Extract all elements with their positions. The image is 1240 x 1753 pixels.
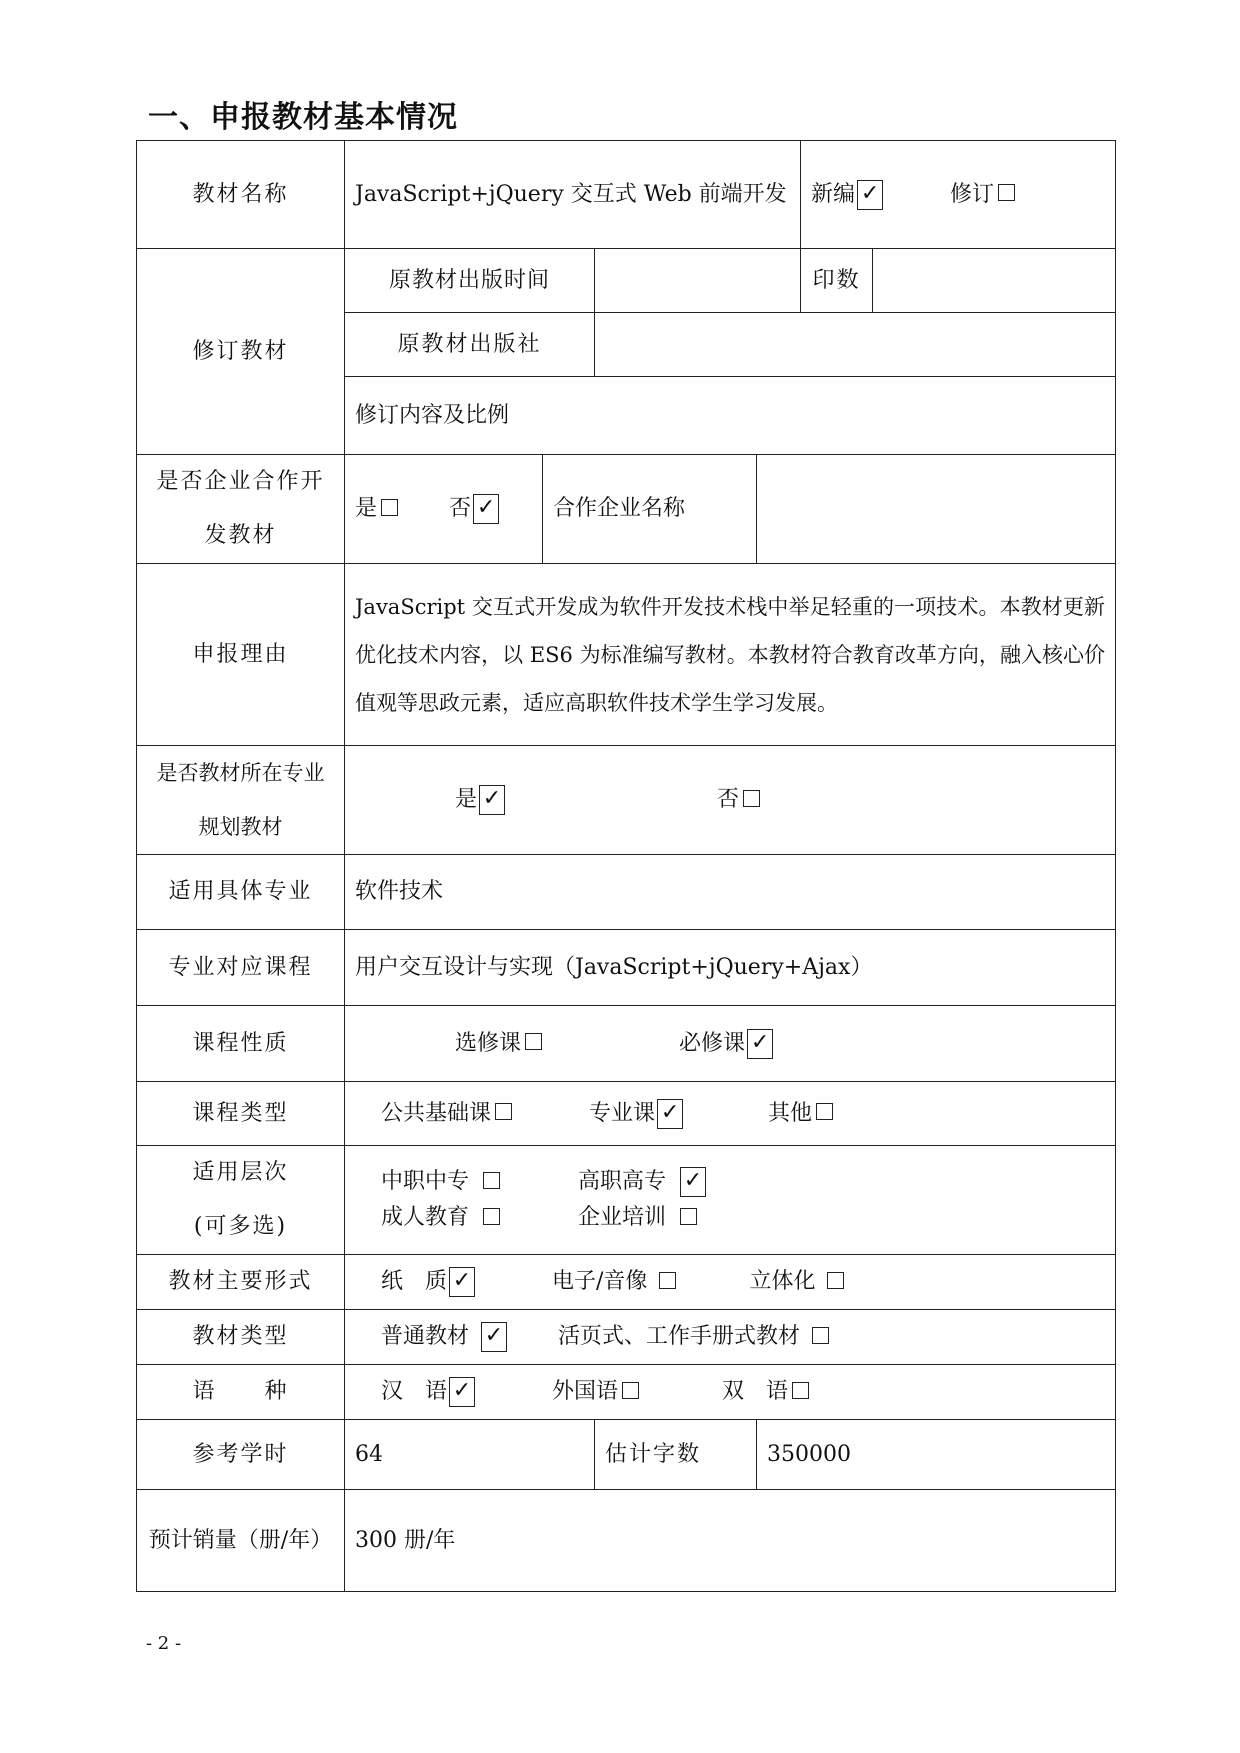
option-higher[interactable]: 高职高专 ✓ — [578, 1164, 706, 1200]
row-reason — [137, 564, 1116, 746]
row-book-type — [137, 1310, 1116, 1365]
option-chinese[interactable]: 汉 语 ✓ — [381, 1365, 475, 1419]
label-company: 合作企业名称 — [543, 455, 757, 564]
label-reason: 申报理由 — [137, 564, 345, 746]
option-secondary[interactable]: 中职中专 — [381, 1164, 551, 1200]
option-professional[interactable]: 专业课 ✓ — [589, 1087, 683, 1141]
label-hours: 参考学时 — [137, 1420, 345, 1490]
option-required[interactable]: 必修课 ✓ — [679, 1017, 773, 1071]
option-plan-yes[interactable]: 是 ✓ — [455, 773, 505, 827]
checked-box-professional[interactable]: ✓ — [657, 1099, 683, 1129]
checkbox-coop-yes[interactable] — [381, 499, 398, 516]
checkbox-public[interactable] — [495, 1103, 512, 1120]
checkbox-plan-no[interactable] — [743, 790, 760, 807]
checkbox-loose[interactable] — [812, 1327, 829, 1344]
checkbox-electronic[interactable] — [659, 1272, 676, 1289]
option-paper[interactable]: 纸 质 ✓ — [381, 1255, 475, 1309]
checkbox-elective[interactable] — [525, 1033, 542, 1050]
label-word-count: 估计字数 — [595, 1420, 757, 1490]
option-electronic[interactable]: 电子/音像 — [552, 1255, 676, 1309]
checkbox-enterprise[interactable] — [680, 1208, 697, 1225]
revise-content-label: 修订内容及比例 — [345, 377, 1116, 455]
checked-box-coop-no[interactable]: ✓ — [473, 494, 499, 524]
print-count-value[interactable] — [873, 249, 1116, 313]
application-form-table — [136, 140, 1116, 1592]
option-normal[interactable]: 普通教材 ✓ — [381, 1310, 507, 1364]
row-textbook-name — [137, 141, 1116, 249]
option-other[interactable]: 其他 — [768, 1087, 833, 1141]
checked-box-new[interactable]: ✓ — [857, 180, 883, 210]
option-enterprise[interactable]: 企业培训 — [578, 1200, 697, 1236]
label-language: 语 种 — [137, 1365, 345, 1420]
label-plan: 是否教材所在专业规划教材 — [137, 746, 345, 855]
checked-box-higher[interactable]: ✓ — [680, 1167, 706, 1197]
label-major: 适用具体专业 — [137, 855, 345, 930]
row-course — [137, 930, 1116, 1006]
label-course-type: 课程类型 — [137, 1082, 345, 1146]
row-major — [137, 855, 1116, 930]
label-nature: 课程性质 — [137, 1006, 345, 1082]
label-level: 适用层次 (可多选) — [137, 1146, 345, 1255]
page-number: - 2 - — [146, 1633, 182, 1654]
row-level — [137, 1146, 1116, 1255]
checkbox-other[interactable] — [816, 1103, 833, 1120]
cell-book-type-options — [345, 1310, 1116, 1365]
cell-form-options — [345, 1255, 1116, 1310]
option-plan-no[interactable]: 否 — [717, 773, 760, 827]
orig-publisher-value[interactable] — [595, 313, 1116, 377]
label-form: 教材主要形式 — [137, 1255, 345, 1310]
orig-time-value[interactable] — [595, 249, 801, 313]
cell-level-options — [345, 1146, 1116, 1255]
option-bilingual[interactable]: 双 语 — [722, 1365, 809, 1419]
row-revise-1 — [137, 249, 1116, 313]
option-revise[interactable]: 修订 — [950, 168, 1015, 222]
row-sales — [137, 1490, 1116, 1592]
checked-box-normal[interactable]: ✓ — [481, 1322, 507, 1352]
word-count-value: 350000 — [757, 1420, 1116, 1490]
option-elective[interactable]: 选修课 — [455, 1017, 542, 1071]
course-value: 用户交互设计与实现（JavaScript+jQuery+Ajax） — [345, 930, 1116, 1006]
cell-course-type-options — [345, 1082, 1116, 1146]
option-loose[interactable]: 活页式、工作手册式教材 — [558, 1310, 829, 1364]
label-orig-publisher: 原教材出版社 — [345, 313, 595, 377]
label-book-type: 教材类型 — [137, 1310, 345, 1365]
row-coop — [137, 455, 1116, 564]
row-form — [137, 1255, 1116, 1310]
hours-value: 64 — [345, 1420, 595, 1490]
cell-nature-options — [345, 1006, 1116, 1082]
option-public[interactable]: 公共基础课 — [381, 1087, 512, 1141]
row-nature — [137, 1006, 1116, 1082]
label-textbook-name: 教材名称 — [137, 141, 345, 249]
checkbox-secondary[interactable] — [483, 1172, 500, 1189]
textbook-name-value: JavaScript+jQuery 交互式 Web 前端开发 — [345, 141, 801, 249]
row-plan — [137, 746, 1116, 855]
label-orig-time: 原教材出版时间 — [345, 249, 595, 313]
option-coop-yes[interactable]: 是 — [355, 482, 398, 536]
section-title: 一、申报教材基本情况 — [148, 100, 458, 135]
label-revise: 修订教材 — [137, 249, 345, 455]
checked-box-plan-yes[interactable]: ✓ — [479, 785, 505, 815]
option-adult[interactable]: 成人教育 — [381, 1200, 551, 1236]
label-print-count: 印数 — [801, 249, 873, 313]
checkbox-foreign[interactable] — [622, 1382, 639, 1399]
label-coop: 是否企业合作开发教材 — [137, 455, 345, 564]
checkbox-revise[interactable] — [998, 184, 1015, 201]
checked-box-required[interactable]: ✓ — [747, 1029, 773, 1059]
option-new[interactable]: 新编 ✓ — [811, 168, 883, 222]
checked-box-chinese[interactable]: ✓ — [449, 1377, 475, 1407]
checkbox-adult[interactable] — [483, 1208, 500, 1225]
reason-text: JavaScript 交互式开发成为软件开发技术栈中举足轻重的一项技术。本教材更新优化技术内容，以 ES6 为标准编写教材。本教材符合教育改革方向，融入核心价值观等思政元素，适应高职软件技术学生学习发展。 — [345, 564, 1116, 746]
label-course: 专业对应课程 — [137, 930, 345, 1006]
checkbox-bilingual[interactable] — [792, 1382, 809, 1399]
option-foreign[interactable]: 外国语 — [552, 1365, 639, 1419]
cell-language-options — [345, 1365, 1116, 1420]
option-coop-no[interactable]: 否 ✓ — [449, 482, 499, 536]
option-stereo[interactable]: 立体化 — [749, 1255, 844, 1309]
major-value: 软件技术 — [345, 855, 1116, 930]
row-hours — [137, 1420, 1116, 1490]
checked-box-paper[interactable]: ✓ — [449, 1267, 475, 1297]
company-value[interactable] — [757, 455, 1116, 564]
label-sales: 预计销量（册/年） — [137, 1490, 345, 1592]
cell-plan-options — [345, 746, 1116, 855]
cell-new-or-revise — [801, 141, 1116, 249]
cell-coop-options — [345, 455, 543, 564]
row-language — [137, 1365, 1116, 1420]
row-course-type — [137, 1082, 1116, 1146]
sales-value: 300 册/年 — [345, 1490, 1116, 1592]
checkbox-stereo[interactable] — [827, 1272, 844, 1289]
